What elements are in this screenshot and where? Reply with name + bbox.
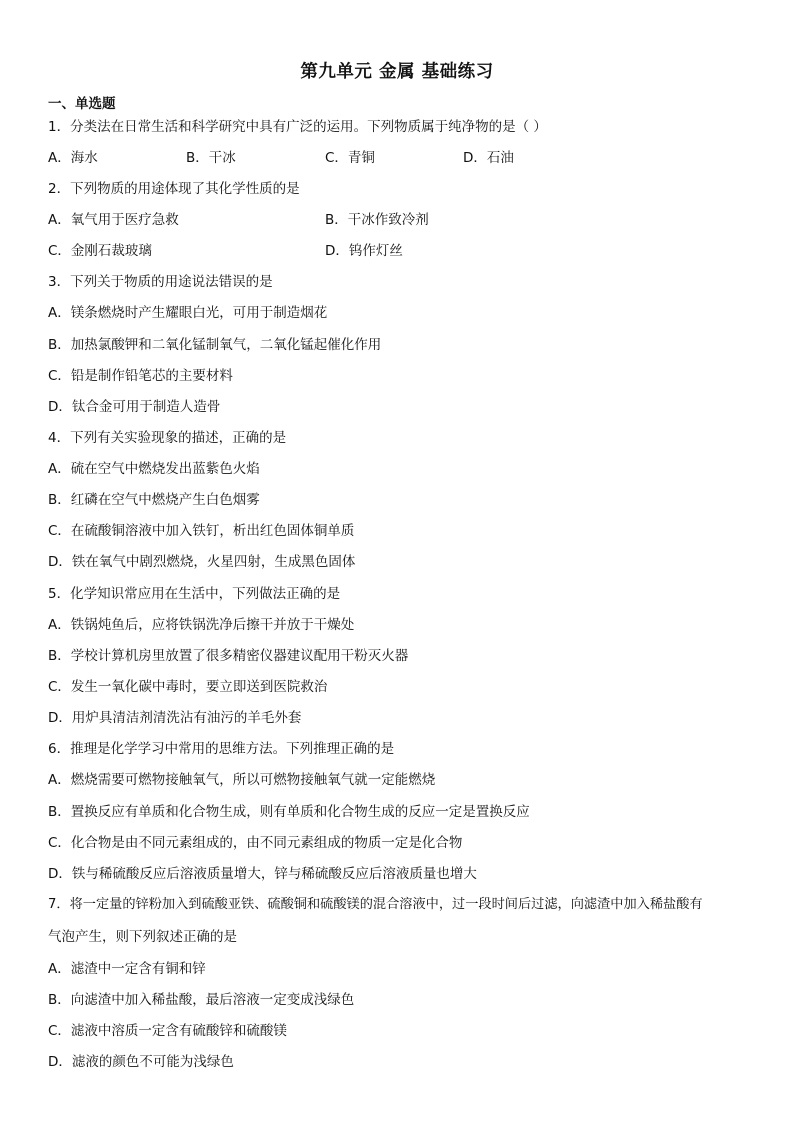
q1-option-c: C．青铜	[325, 150, 375, 166]
q2-option-b: B．干冰作致冷剂	[325, 212, 429, 228]
q7-option-b: B．向滤渣中加入稀盐酸，最后溶液一定变成浅绿色	[48, 992, 355, 1008]
q7-option-d: D．滤液的颜色不可能为浅绿色	[48, 1054, 234, 1070]
q3-option-d: D．钛合金可用于制造人造骨	[48, 399, 221, 415]
q6-option-c: C．化合物是由不同元素组成的，由不同元素组成的物质一定是化合物	[48, 835, 463, 851]
page-title: 第九单元 金属 基础练习	[300, 62, 494, 82]
question-5-stem: 5．化学知识常应用在生活中，下列做法正确的是	[48, 586, 341, 602]
question-6-stem: 6．推理是化学学习中常用的思维方法。下列推理正确的是	[48, 741, 395, 757]
q6-option-d: D．铁与稀硫酸反应后溶液质量增大，锌与稀硫酸反应后溶液质量也增大	[48, 866, 477, 882]
q1-option-d: D．石油	[463, 150, 514, 166]
q6-option-b: B．置换反应有单质和化合物生成，则有单质和化合物生成的反应一定是置换反应	[48, 804, 530, 820]
q7-option-a: A．滤渣中一定含有铜和锌	[48, 961, 206, 977]
q5-option-d: D．用炉具清洁剂清洗沾有油污的羊毛外套	[48, 710, 302, 726]
q1-option-b: B．干冰	[186, 150, 236, 166]
question-1-stem: 1．分类法在日常生活和科学研究中具有广泛的运用。下列物质属于纯净物的是（ ）	[48, 119, 547, 135]
q2-option-a: A．氧气用于医疗急救	[48, 212, 179, 228]
question-2-stem: 2．下列物质的用途体现了其化学性质的是	[48, 181, 300, 197]
q4-option-d: D．铁在氧气中剧烈燃烧，火星四射，生成黑色固体	[48, 554, 356, 570]
question-7-stem-line2: 气泡产生，则下列叙述正确的是	[48, 929, 237, 945]
question-7-stem-line1: 7．将一定量的锌粉加入到硫酸亚铁、硫酸铜和硫酸镁的混合溶液中，过一段时间后过滤，向滤渣中加入稀盐酸有	[48, 897, 703, 912]
question-4-stem: 4．下列有关实验现象的描述，正确的是	[48, 430, 287, 446]
q1-option-a: A．海水	[48, 150, 98, 166]
q4-option-c: C．在硫酸铜溶液中加入铁钉，析出红色固体铜单质	[48, 523, 355, 539]
section-heading: 一、单选题	[48, 96, 116, 112]
q3-option-c: C．铅是制作铅笔芯的主要材料	[48, 368, 233, 384]
q5-option-c: C．发生一氧化碳中毒时，要立即送到医院救治	[48, 679, 328, 695]
q4-option-b: B．红磷在空气中燃烧产生白色烟雾	[48, 492, 260, 508]
q2-option-c: C．金刚石裁玻璃	[48, 243, 152, 259]
q4-option-a: A．硫在空气中燃烧发出蓝紫色火焰	[48, 461, 260, 477]
q5-option-a: A．铁锅炖鱼后，应将铁锅洗净后擦干并放于干燥处	[48, 617, 355, 633]
q2-option-d: D．钨作灯丝	[325, 243, 403, 259]
q5-option-b: B．学校计算机房里放置了很多精密仪器建议配用干粉灭火器	[48, 648, 409, 664]
q3-option-b: B．加热氯酸钾和二氧化锰制氧气，二氧化锰起催化作用	[48, 337, 382, 353]
q3-option-a: A．镁条燃烧时产生耀眼白光，可用于制造烟花	[48, 305, 328, 321]
question-3-stem: 3．下列关于物质的用途说法错误的是	[48, 274, 273, 290]
q7-option-c: C．滤液中溶质一定含有硫酸锌和硫酸镁	[48, 1023, 287, 1039]
q6-option-a: A．燃烧需要可燃物接触氧气，所以可燃物接触氧气就一定能燃烧	[48, 772, 436, 788]
